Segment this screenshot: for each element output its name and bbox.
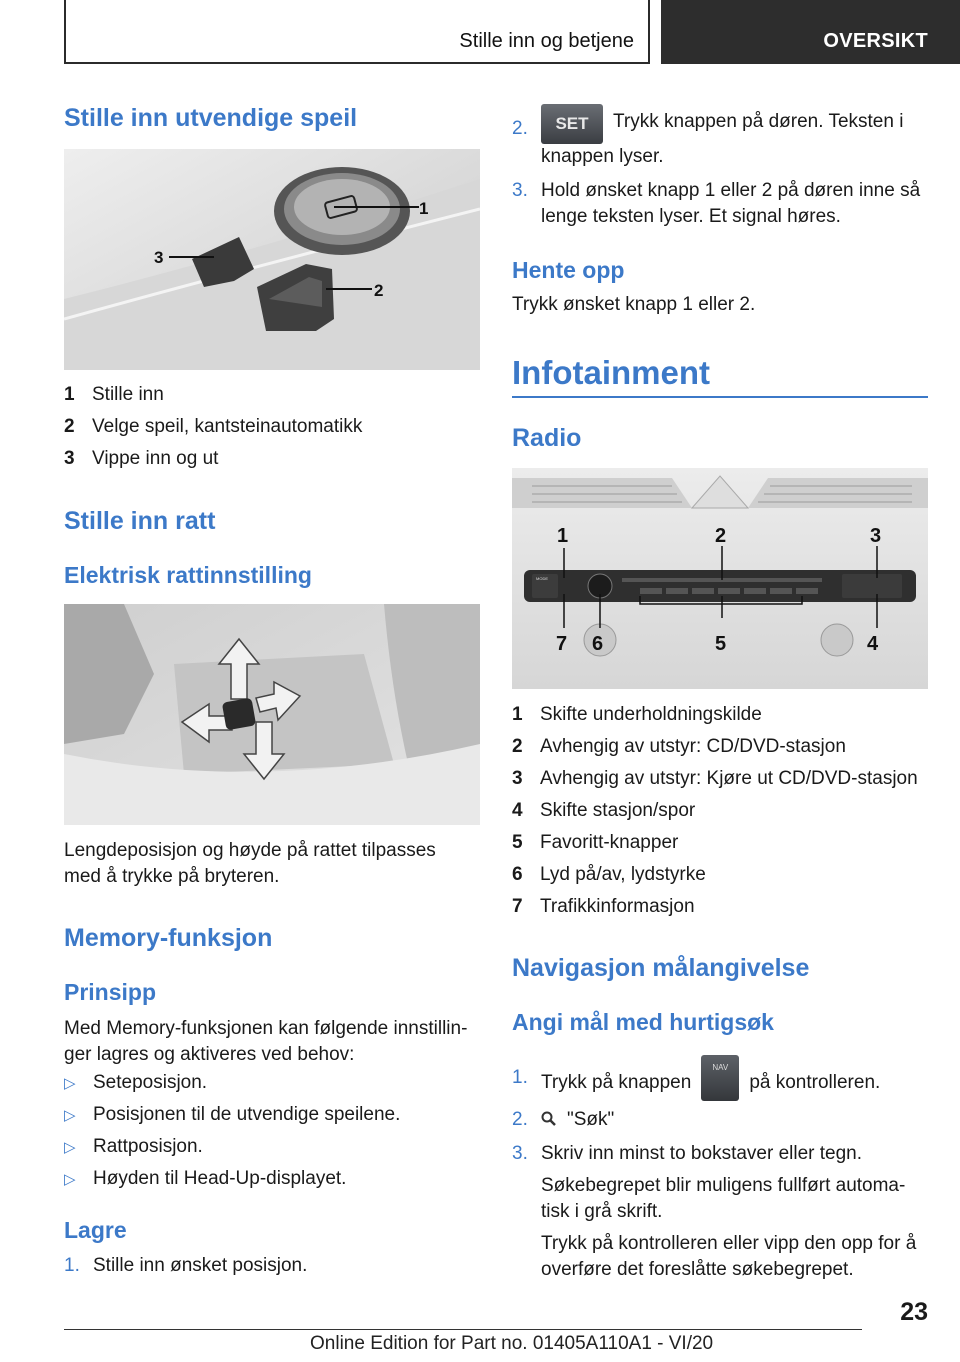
list-item bbox=[64, 447, 362, 479]
bullet-text: Posisjonen til de utvendige speilene. bbox=[93, 1104, 401, 1125]
bullet-triangle-icon: ▷ bbox=[64, 1171, 76, 1188]
principle-heading: Prinsipp bbox=[64, 979, 157, 1005]
item-text: Skifte underholdningskilde bbox=[540, 704, 762, 725]
list-item bbox=[512, 895, 918, 927]
radio-callout-6: 6 bbox=[592, 633, 604, 655]
principle-text-line-1: Med Memory-funksjonen kan følgende innstillin- bbox=[64, 1018, 468, 1039]
page-number: 23 bbox=[900, 1298, 928, 1326]
step-item bbox=[512, 1141, 930, 1283]
item-text: Skifte stasjon/spor bbox=[540, 800, 696, 821]
item-number: 1 bbox=[512, 704, 523, 725]
step-item bbox=[512, 104, 932, 170]
bullet-triangle-icon: ▷ bbox=[64, 1075, 76, 1092]
bullet-text: Høyden til Head-Up-displayet. bbox=[93, 1168, 347, 1189]
list-item bbox=[512, 799, 918, 831]
radio-callout-1: 1 bbox=[557, 525, 569, 547]
radio-callout-5: 5 bbox=[715, 633, 727, 655]
radio-callout-2: 2 bbox=[715, 525, 727, 547]
step-number: 1. bbox=[512, 1067, 528, 1088]
footer-edition: Online Edition for Part no. 01405A110A1 - VI/20 bbox=[310, 1333, 714, 1354]
wheel-heading: Stille inn ratt bbox=[64, 507, 216, 535]
wheel-text-line-2: med å trykke på bryteren. bbox=[64, 866, 280, 887]
item-number: 3 bbox=[64, 448, 75, 469]
item-number: 6 bbox=[512, 864, 523, 885]
radio-callout-7: 7 bbox=[556, 633, 568, 655]
item-text: Avhengig av utstyr: Kjøre ut CD/DVD-stasjon bbox=[540, 768, 918, 789]
nav-step-list bbox=[512, 1065, 930, 1283]
step-item bbox=[64, 1253, 480, 1279]
list-item bbox=[512, 863, 918, 895]
item-text: Trafikkinformasjon bbox=[540, 896, 695, 917]
step-text-post: på kontrolleren. bbox=[749, 1072, 881, 1094]
step-text-cont: lenge teksten lyser. Et signal høres. bbox=[541, 206, 841, 227]
item-text: Stille inn bbox=[92, 384, 164, 405]
step-item bbox=[512, 1065, 930, 1101]
item-text: Velge speil, kantsteinautomatikk bbox=[92, 416, 363, 437]
step-text: Trykk på knappen bbox=[541, 1072, 692, 1094]
footer-rule bbox=[64, 1329, 862, 1330]
radio-callout-3: 3 bbox=[870, 525, 882, 547]
item-number: 2 bbox=[64, 416, 75, 437]
radio-panel-image bbox=[512, 468, 928, 689]
item-number: 5 bbox=[512, 832, 523, 853]
item-number: 3 bbox=[512, 768, 523, 789]
steering-adjust-image bbox=[64, 604, 480, 825]
step-detail-2: Trykk på kontrolleren eller vipp den opp for å overføre det foreslåtte søkebegrepet. bbox=[541, 1233, 917, 1280]
item-text: Favoritt-knapper bbox=[540, 832, 679, 853]
bullet-triangle-icon: ▷ bbox=[64, 1107, 76, 1124]
item-text: Avhengig av utstyr: CD/DVD-stasjon bbox=[540, 736, 846, 757]
step-text: Hold ønsket knapp 1 eller 2 på døren inne så bbox=[541, 180, 921, 201]
mode-button-label: MODE bbox=[536, 576, 548, 581]
save-step-list bbox=[64, 1253, 480, 1279]
item-number: 2 bbox=[512, 736, 523, 757]
memory-heading: Memory-funksjon bbox=[64, 924, 273, 952]
mirror-legend bbox=[64, 383, 362, 479]
mirror-callout-3: 3 bbox=[154, 248, 164, 267]
step-text: Trykk knappen på døren. Teksten i bbox=[613, 111, 904, 132]
step-detail-1: Søkebegrepet blir muligens fullført automa-tisk i grå skrift. bbox=[541, 1175, 906, 1222]
memory-bullet-list bbox=[64, 1071, 400, 1199]
step-item bbox=[512, 178, 932, 230]
item-number: 4 bbox=[512, 800, 523, 821]
bullet-text: Rattposisjon. bbox=[93, 1136, 203, 1157]
wheel-text-line-1: Lengdeposisjon og høyde på rattet tilpasses bbox=[64, 840, 436, 861]
mirrors-heading: Stille inn utvendige speil bbox=[64, 104, 358, 132]
step-item bbox=[512, 1107, 930, 1133]
memory-step-list bbox=[512, 112, 932, 230]
mirror-callout-1: 1 bbox=[419, 199, 429, 218]
radio-legend bbox=[512, 703, 918, 927]
step-number: 2. bbox=[512, 1109, 528, 1130]
step-text: Stille inn ønsket posisjon. bbox=[93, 1255, 308, 1276]
section-title: Stille inn og betjene bbox=[459, 30, 634, 52]
list-item bbox=[64, 1167, 400, 1199]
list-item bbox=[64, 1103, 400, 1135]
mirror-callout-2: 2 bbox=[374, 281, 384, 300]
item-number: 7 bbox=[512, 896, 523, 917]
step-text-cont: knappen lyser. bbox=[541, 146, 664, 167]
mirror-controls-image bbox=[64, 149, 480, 370]
step-number: 3. bbox=[512, 1143, 528, 1164]
quick-search-heading: Angi mål med hurtigsøk bbox=[512, 1009, 774, 1035]
overview-tab-label: OVERSIKT bbox=[823, 30, 928, 52]
step-text: "Søk" bbox=[567, 1109, 615, 1130]
item-text: Vippe inn og ut bbox=[92, 448, 219, 469]
list-item bbox=[512, 831, 918, 863]
wheel-subheading: Elektrisk rattinnstilling bbox=[64, 562, 312, 588]
bullet-text: Seteposisjon. bbox=[93, 1072, 208, 1093]
list-item bbox=[64, 1071, 400, 1103]
list-item bbox=[512, 735, 918, 767]
list-item bbox=[64, 415, 362, 447]
principle-text-line-2: ger lagres og aktiveres ved behov: bbox=[64, 1044, 355, 1065]
list-item bbox=[64, 383, 362, 415]
item-text: Lyd på/av, lydstyrke bbox=[540, 864, 706, 885]
step-number: 2. bbox=[512, 118, 528, 139]
item-number: 1 bbox=[64, 384, 75, 405]
step-text: Skriv inn minst to bokstaver eller tegn. bbox=[541, 1143, 863, 1164]
radio-callout-4: 4 bbox=[867, 633, 879, 655]
radio-heading: Radio bbox=[512, 424, 582, 452]
list-item bbox=[64, 1135, 400, 1167]
nav-button-icon: NAV bbox=[701, 1055, 739, 1101]
overview-tab[interactable] bbox=[661, 0, 960, 64]
infotainment-heading: Infotainment bbox=[512, 354, 710, 391]
list-item bbox=[512, 767, 918, 799]
bullet-triangle-icon: ▷ bbox=[64, 1139, 76, 1156]
set-button-icon: SET bbox=[541, 104, 603, 144]
step-number: 1. bbox=[64, 1255, 80, 1276]
recall-heading: Hente opp bbox=[512, 257, 625, 283]
search-icon bbox=[541, 1107, 567, 1133]
section-rule bbox=[512, 396, 928, 398]
save-heading: Lagre bbox=[64, 1217, 127, 1243]
header-section-box bbox=[64, 0, 650, 64]
step-number: 3. bbox=[512, 180, 528, 201]
nav-heading: Navigasjon målangivelse bbox=[512, 954, 810, 982]
list-item bbox=[512, 703, 918, 735]
recall-text: Trykk ønsket knapp 1 eller 2. bbox=[512, 294, 756, 315]
